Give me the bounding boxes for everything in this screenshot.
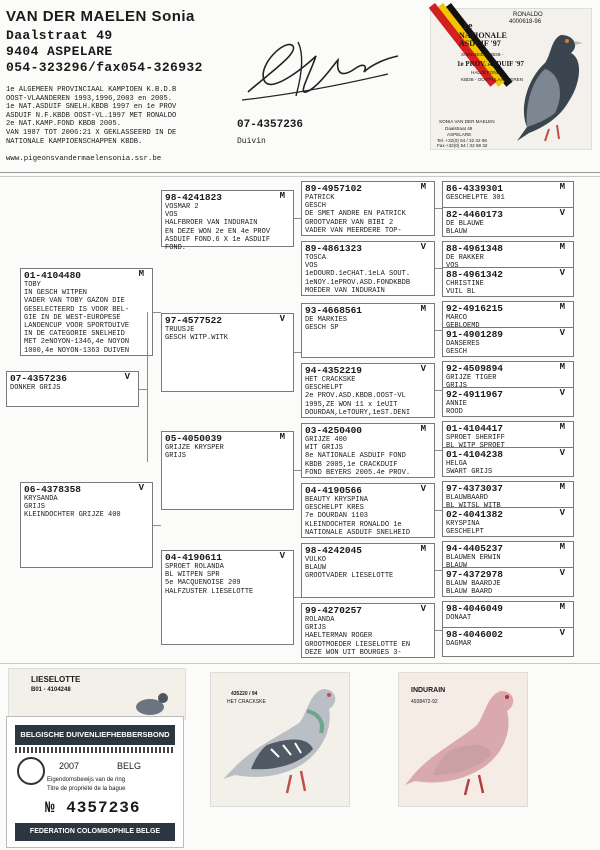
pigeon-detail: KRYSPINA [446,520,480,528]
achievement-line: OOST-VLAANDEREN 1993,1996,2003 en 2005. [6,94,173,103]
pigeon-detail: DE SMET ANDRE EN PATRICK [305,210,406,219]
ring-number: 99-4270257 [305,605,363,616]
pigeon-detail: DE BLAUWE [446,220,484,228]
ad-address: Fax +32(0) 54 / 32 69 32 [437,143,488,148]
pedigree-connector [435,510,442,511]
pigeon-detail: WIT GRIJS [305,444,343,453]
pigeon-detail: GESCH [446,348,468,357]
lieselotte-photo [8,668,186,720]
pigeon-image [134,689,174,715]
pigeon-detail: GRIJS [305,624,327,633]
ad-address: ASPELARE [447,132,472,137]
ring-number: 92-4911967 [446,389,504,400]
ring-number: 88-4961342 [446,269,504,280]
ring-number: 98-4241823 [165,192,223,203]
pigeon-detail: 1eDOURD.1eCHAT.1eLA SOUT. [305,270,411,279]
signature-image [238,34,403,104]
pigeon-detail: GESCHELPTE 301 [446,194,505,202]
achievements [6,86,236,146]
pigeon-detail: DONKER GRIJS [10,384,61,392]
ring-number: 04-4190611 [165,552,223,563]
pigeon-detail: FOND BEYERS 2005.4e PROV. [305,468,411,477]
ownership-card [6,716,184,848]
pigeon-detail: KRYSANDA [24,495,58,503]
sex-marker: V [559,568,565,578]
card-pattern [15,747,175,753]
sex-marker: V [559,388,565,398]
pigeon-detail: 5e MACQUENOISE 209 [165,579,241,588]
ring-number: 92-4916215 [446,303,504,314]
card-number: № 4357236 [45,799,141,817]
ssd-box [301,241,435,296]
card-org: BELGISCHE DUIVENLIEFHEBBERSBOND [15,725,175,745]
pigeon-detail: DEZE WON UIT BOURGES 3- [305,648,402,657]
pedigree-connector [435,390,442,391]
pigeon-detail: GESCHELPT [305,384,343,393]
breeder-phone: 054-323296/fax054-326932 [6,60,203,75]
ring-number: 97-4577522 [165,315,223,326]
pigeon-image [405,681,525,803]
pigeon-detail: GROOTVADER LIESELOTTE [305,572,394,581]
ring-number: 91-4901289 [446,329,504,340]
pigeon-detail: DE MARKIES [305,316,348,324]
card-prop-nl: Eigendomsbewijs van de ring [47,777,126,783]
ring-number: 02-4041382 [446,509,504,520]
pigeon-detail: VULKO [305,556,327,564]
footer-divider [0,663,600,664]
gen4-box [442,421,574,448]
achievement-line: 2e NAT.KAMP.FOND KBDB 2005. [6,120,121,129]
pedigree-connector [435,330,442,331]
ad-title: NATIONALE ASDUIF '97 [459,31,507,48]
pigeon-detail: BLAUW [305,564,327,573]
ddd-box [301,603,435,658]
pigeon-detail: DAGMAR [446,640,472,648]
sex-marker: M [559,542,565,552]
sex-marker: V [559,448,565,458]
pedigree-connector [294,470,301,471]
pedigree-connector [294,218,301,219]
ring-number: 92-4509894 [446,363,504,374]
ring-number: 89-4861323 [305,243,363,254]
pigeon-detail: HALFZUSTER LIESELOTTE [165,587,254,596]
sex-marker: M [138,269,144,279]
ad-rank: 1e [463,21,473,32]
sex-marker: M [420,182,426,192]
ring-number: 01-4104238 [446,449,504,460]
pigeon-detail: SPROET ROLANDA [165,563,224,571]
dss-box [301,423,435,478]
pigeon-detail: CHRISTINE [446,280,484,288]
dam-box [20,482,153,568]
gen4-box [442,241,574,268]
ronaldo-advert [430,8,592,150]
ad-bird-ring: 4000618-96 [509,19,542,25]
pigeon-detail: GESCH SP [305,324,339,333]
ad-address: SONIA VAN DER MAELEN [439,119,495,124]
pigeon-detail: VOS [165,211,178,220]
ad-line: SNELHEID - KBDB - [461,52,504,57]
card-org-fr: FEDERATION COLOMBOPHILE BELGE [15,823,175,841]
lieselotte-ring: B01 - 4104248 [31,687,71,693]
sex-marker: V [559,508,565,518]
sex-marker: M [420,544,426,554]
pigeon-detail: ROLANDA [305,616,335,624]
sex-marker: V [420,484,426,494]
pigeon-detail: BL WITPEN SPR [165,571,220,580]
sex-marker: V [124,372,130,382]
pigeon-detail: BLAUW [446,228,468,237]
ss-box [161,190,294,253]
pigeon-detail: EN DEZE WON 2e EN 4e PROV [165,227,271,236]
pigeon-detail: DONAAT [446,614,472,622]
pigeon-detail: VOSMAR 2 [165,203,199,211]
sex-marker: V [420,242,426,252]
pigeon-detail: 8e NATIONALE ASDUIF FOND [305,452,406,461]
card-prop-fr: Titre de propriété de la bague [47,786,126,792]
pigeon-detail: SWART GRIJS [446,468,493,477]
pigeon-detail: KLEINDOCHTER RONALDO 1e [305,520,402,529]
ring-number: 93-4668561 [305,305,363,316]
ad-line: HALVE FOND [471,70,501,75]
breeder-name: VAN DER MAELEN Sonia [6,8,195,25]
pigeon-image [221,683,346,803]
pigeon-detail: KBDB 2005,1e CRACKDUIF [305,460,398,469]
pigeon-detail: 1995,ZE WON 11 x 1eUIT [305,400,398,409]
emblem-icon [17,757,45,785]
ring-number: 82-4460173 [446,209,504,220]
pigeon-detail: MARCO [446,314,468,322]
pigeon-detail: VADER VAN TOBY GAZON DIE [24,297,125,306]
gen4-box [442,507,574,537]
pigeon-detail: 1000,4e NOYON-1363 DUIVEN [24,346,130,355]
pigeon-detail: DOURDAN,LeTOURY,1eST.DENI [305,408,411,417]
crackske-ring: 435220 / 94 [231,691,258,697]
gen4-box [442,267,574,297]
header-divider [0,176,600,177]
website-link[interactable]: www.pigeonsvandermaelensonia.ssr.be [6,155,162,163]
ad-line: KBDB - OOST-VLAANDEREN [461,77,524,82]
sex-marker: M [279,432,285,442]
ring-number: 07-4357236 [10,373,68,384]
subject-ring-label: 07-4357236 [237,119,304,131]
ring-number: 98-4242045 [305,545,363,556]
pedigree-connector [153,312,161,313]
pigeon-detail: GRIJS [24,503,46,512]
pigeon-detail: KLEINDOCHTER GRIJZE 400 [24,511,121,520]
pigeon-detail: GRIJS [165,452,187,461]
gen4-box [442,627,574,657]
gen4-box [442,361,574,388]
pigeon-detail: DANSERES [446,340,480,348]
ds-box [161,431,294,510]
dds-box [301,543,435,598]
ring-number: 03-4250400 [305,425,363,436]
sex-marker: V [279,551,285,561]
pigeon-detail: GIE IN DE WEST-EUROPESE [24,313,121,322]
pigeon-detail: GRIJZE 400 [305,436,348,444]
sex-marker: V [138,483,144,493]
ring-number: 98-4046049 [446,603,504,614]
pigeon-detail: GESCHELPT KRES [305,504,364,513]
pigeon-detail: HELGA [446,460,468,468]
pigeon-image [509,29,589,144]
ring-number: 88-4961348 [446,243,504,254]
pigeon-detail: NATIONALE ASDUIF SNELHEID [305,528,411,537]
ring-number: 04-4190566 [305,485,363,496]
sex-marker: M [559,242,565,252]
ring-number: 97-4373037 [446,483,504,494]
ring-number: 05-4050039 [165,433,223,444]
ring-number: 98-4046002 [446,629,504,640]
ad-bird-name: RONALDO [513,12,543,18]
achievement-line: 1e NAT.ASDUIF SNELH.KBDB 1997 en 1e PROV [6,103,177,112]
ring-number: 97-4372978 [446,569,504,580]
achievement-line: ASDUIF N.F.KBDB OOST-VL.1997 MET RONALDO [6,111,177,120]
pigeon-detail: VUIL BL [446,288,476,297]
ring-number: 94-4352219 [305,365,363,376]
sex-marker: M [559,602,565,612]
sex-marker: M [559,362,565,372]
gen4-box [442,181,574,208]
pigeon-detail: SPROET SHERIFF [446,434,505,442]
breeder-street: Daalstraat 49 [6,28,113,43]
pigeon-detail: HAELTERMAN ROGER [305,632,373,641]
pigeon-detail: 1eNOY.1ePROV.ASD.FONDKBDB [305,278,411,287]
indurain-photo [398,672,528,807]
lieselotte-name: LIESELOTTE [31,675,81,684]
pigeon-detail: MOEDER VAN INDURAIN [305,286,385,295]
pigeon-detail: GROOTVADER VAN BIBI 2 [305,218,394,227]
sdd-box [301,363,435,418]
ring-number: 86-4339301 [446,183,504,194]
pigeon-detail: ASDUIF FOND.6 X 1e ASDUIF [165,235,271,244]
dsd-box [301,483,435,538]
pigeon-detail: IN GESCH WITPEN [24,289,88,298]
sex-marker: V [559,208,565,218]
pigeon-detail: BLAUWBAARD [446,494,489,502]
pigeon-detail: GESCHELPT [446,528,484,537]
gen4-box [442,447,574,477]
ad-address: Daalstraat 49 [445,126,473,131]
sex-marker: M [559,422,565,432]
achievement-line: NATIONALE KAMPIOENSCHAPPEN KBDB. [6,137,143,146]
sex-marker: V [559,268,565,278]
card-year: 2007 [59,761,80,771]
sex-marker: M [420,424,426,434]
dd-box [161,550,294,645]
indurain-name: INDURAIN [411,687,446,694]
pedigree-connector [435,268,442,269]
gen4-box [442,301,574,328]
pedigree-connector [435,208,442,209]
crackske-photo [210,672,350,807]
pigeon-detail: HET CRACKSKE [305,376,356,384]
pigeon-detail: GESCH WITP.WITK [165,334,229,343]
pedigree-connector [435,630,442,631]
gen4-box [442,327,574,357]
sex-marker: M [559,482,565,492]
breeder-city: 9404 ASPELARE [6,44,113,59]
indurain-ring: 4938472-92 [411,699,438,705]
gen4-box [442,601,574,628]
pigeon-detail: FOND. [165,244,187,253]
sds-box [301,303,435,358]
pigeon-detail: LANDENCUP VOOR SPORTDUIVE [24,322,130,331]
pigeon-detail: 2e PROV.ASD.KBDB.OOST-VL [305,392,406,401]
pigeon-detail: IN DE CATEGORIE SNELHEID [24,330,125,339]
ad-prov: 1e PROV. ASDUIF '97 [457,60,524,68]
gen4-box [442,387,574,417]
ring-number: 01-4104480 [24,270,82,281]
sex-marker: V [420,604,426,614]
pigeon-detail: ROOD [446,408,463,417]
sex-marker: M [559,182,565,192]
gen4-box [442,481,574,508]
pigeon-detail: 7e DOURDAN 1103 [305,512,369,521]
pigeon-detail: VADER VAN MEERDERE TOP- [305,226,402,235]
pigeon-detail: BEAUTY KRYSPINA [305,496,369,504]
ring-number: 89-4957102 [305,183,363,194]
pigeon-detail: TRUUSJE [165,326,195,334]
pigeon-detail: HALFBROER VAN INDURAIN [165,219,258,228]
card-country: BELG [117,761,142,771]
pedigree-connector [294,352,301,353]
pigeon-detail: GRIJZE TIGER [446,374,497,382]
sex-marker: V [559,328,565,338]
achievement-line: VAN 1987 TOT 2006:21 X GEKLASSEERD IN DE [6,128,177,137]
sex-marker: V [559,628,565,638]
pigeon-detail: TOSCA [305,254,327,262]
ring-number: 01-4104417 [446,423,504,434]
gen4-box [442,541,574,568]
subject-box [6,371,139,407]
gen4-box [442,207,574,237]
pigeon-detail: PATRICK [305,194,335,202]
ad-address: Tel. +32(0) 54 / 32 32 96 [437,138,487,143]
subject-sex-label: Duivin [237,137,266,146]
crackske-name: HET CRACKSKE [227,699,266,705]
sex-marker: V [279,314,285,324]
ring-number: 06-4378358 [24,484,82,495]
pedigree-connector [435,570,442,571]
pigeon-detail: BLAUWEN ERWIN [446,554,501,562]
pigeon-detail: DE RAKKER [446,254,484,262]
pigeon-detail: GESELECTEERD IS VOOR BEL- [24,305,130,314]
pigeon-detail: TOBY [24,281,41,289]
sss-box [301,181,435,236]
sex-marker: M [420,304,426,314]
pedigree-connector [294,597,301,598]
sire-box [20,268,153,356]
gen4-box [442,567,574,597]
header-divider [0,172,600,173]
pedigree-connector [435,450,442,451]
sex-marker: M [279,191,285,201]
sex-marker: V [420,364,426,374]
pigeon-detail: GROOTMOEDER LIESELOTTE EN [305,640,411,649]
pigeon-detail: BLAUW BAARDJE [446,580,501,588]
ring-number: 94-4405237 [446,543,504,554]
pigeon-detail: GRIJZE KRYSPER [165,444,224,452]
pigeon-detail: ANNIE [446,400,468,408]
pedigree-connector [139,389,147,390]
sd-box [161,313,294,392]
pigeon-detail: MET 2eNOYON-1346,4e NOYON [24,338,130,347]
pigeon-detail: GESCH [305,202,327,211]
pedigree-connector [147,312,148,462]
pigeon-detail: BLAUW BAARD [446,588,493,597]
pedigree-connector [153,525,161,526]
pigeon-detail: VOS [305,262,318,271]
sex-marker: M [559,302,565,312]
achievement-line: 1e ALGEMEEN PROVINCIAAL KAMPIOEN K.B.D.B [6,86,177,94]
